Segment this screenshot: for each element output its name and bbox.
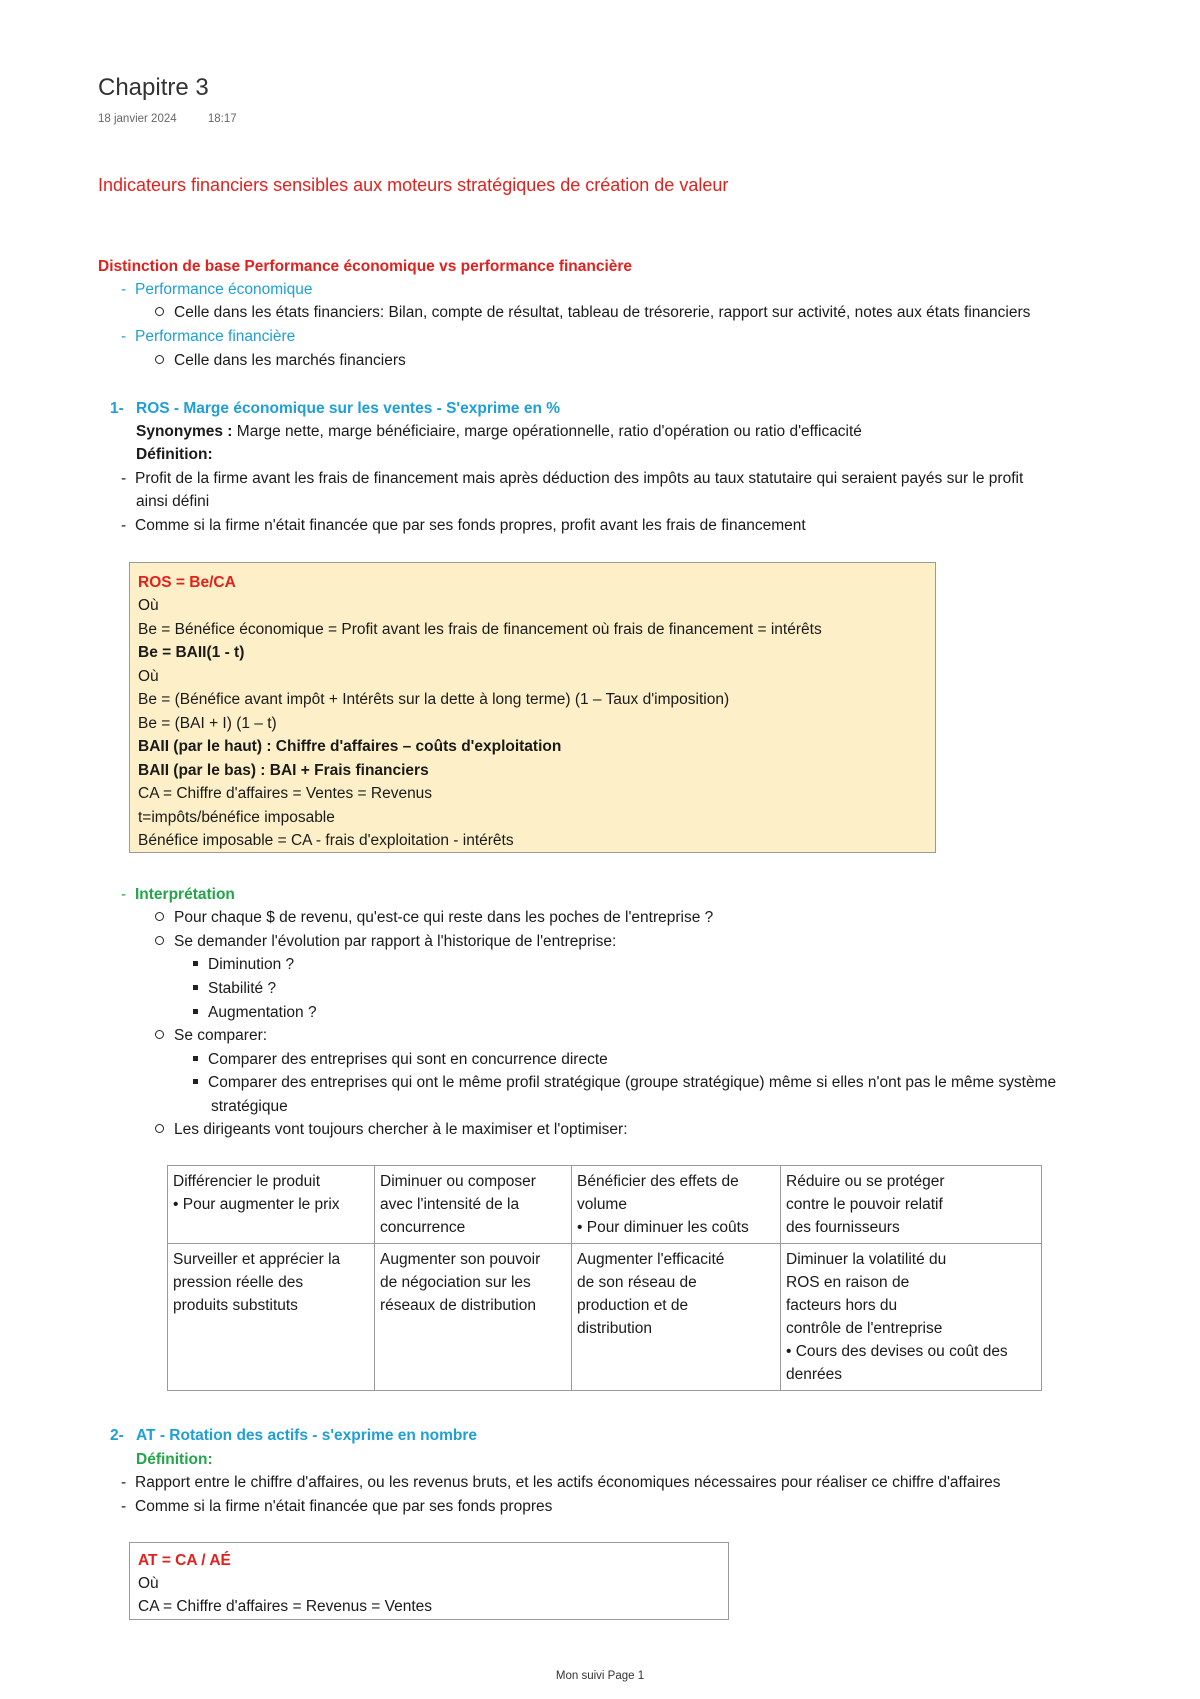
at-def2: Comme si la firme n'était financée que par ses fonds propres xyxy=(135,1498,553,1515)
interp-i2a: Diminution ? xyxy=(208,956,295,973)
ros-def1b: ainsi défini xyxy=(136,493,210,510)
list-item xyxy=(193,977,276,1000)
dash-bullet: - xyxy=(121,886,127,903)
formula-line: Be = Bénéfice économique = Profit avant les frais de financement où frais de financement = intérêts xyxy=(138,621,822,638)
ros-heading xyxy=(110,397,560,420)
interp-i3b2: stratégique xyxy=(211,1098,288,1115)
list-item xyxy=(155,1118,628,1141)
ros-def1a: Profit de la firme avant les frais de financement mais après déduction des impôts au taux statutaire qui seraient payés sur le profit xyxy=(135,470,1024,487)
list-item xyxy=(121,1495,552,1518)
formula-line: Où xyxy=(138,668,159,685)
table-cell xyxy=(168,1166,375,1244)
cell-text: Augmenter l'efficacité xyxy=(577,1251,725,1268)
at-def-label: Définition: xyxy=(136,1451,213,1468)
cell-text: production et de xyxy=(577,1297,689,1314)
cell-text: • Pour diminuer les coûts xyxy=(577,1219,749,1236)
cell-text: produits substituts xyxy=(173,1297,298,1314)
list-item xyxy=(155,1024,267,1047)
syn-text: Marge nette, marge bénéficiaire, marge opérationnelle, ratio d'opération ou ratio d'efficacité xyxy=(232,423,862,440)
list-item xyxy=(121,325,295,348)
dash-bullet: - xyxy=(121,1498,127,1515)
circle-bullet-icon xyxy=(155,355,164,364)
list-item xyxy=(193,1071,1056,1094)
ros-number: 1- xyxy=(110,400,124,417)
table-cell xyxy=(781,1166,1042,1244)
page-meta xyxy=(98,113,265,125)
interp-i4: Les dirigeants vont toujours chercher à le maximiser et l'optimiser: xyxy=(174,1121,628,1138)
cell-text: de son réseau de xyxy=(577,1274,697,1291)
cell-text: avec l'intensité de la xyxy=(380,1196,520,1213)
list-item xyxy=(193,953,294,976)
table-row xyxy=(168,1244,1042,1391)
cell-text: Différencier le produit xyxy=(173,1173,321,1190)
list-item xyxy=(155,301,1030,324)
ros-def-label: Définition: xyxy=(136,446,213,463)
cell-text: Réduire ou se protéger xyxy=(786,1173,945,1190)
table-cell xyxy=(168,1244,375,1391)
square-bullet-icon xyxy=(193,1079,198,1084)
syn-label: Synonymes : xyxy=(136,423,233,440)
at-heading xyxy=(110,1424,477,1447)
ros-def2: Comme si la firme n'était financée que par ses fonds propres, profit avant les frais de financement xyxy=(135,517,806,534)
cell-text: facteurs hors du xyxy=(786,1297,898,1314)
fin-label: Performance financière xyxy=(135,328,296,345)
ros-formula-box xyxy=(129,562,936,853)
cell-text: Augmenter son pouvoir xyxy=(380,1251,541,1268)
square-bullet-icon xyxy=(193,1056,198,1061)
page-footer: Mon suivi Page 1 xyxy=(555,1670,645,1682)
circle-bullet-icon xyxy=(155,912,164,921)
cell-text: • Pour augmenter le prix xyxy=(173,1196,340,1213)
formula-line: Où xyxy=(138,597,159,614)
table-cell xyxy=(375,1244,572,1391)
eco-desc: Celle dans les états financiers: Bilan, compte de résultat, tableau de trésorerie, rapport sur activité, notes aux états financiers xyxy=(174,304,1031,321)
cell-text: Surveiller et apprécier la xyxy=(173,1251,341,1268)
cell-text: volume xyxy=(577,1196,627,1213)
list-item xyxy=(121,467,1023,490)
interp-i3a: Comparer des entreprises qui sont en concurrence directe xyxy=(208,1051,608,1068)
cell-text: ROS en raison de xyxy=(786,1274,910,1291)
formula-line: Be = BAII(1 - t) xyxy=(138,644,245,661)
cell-text: Diminuer ou composer xyxy=(380,1173,536,1190)
circle-bullet-icon xyxy=(155,936,164,945)
cell-text: • Cours des devises ou coût des xyxy=(786,1343,1008,1360)
cell-text: distribution xyxy=(577,1320,652,1337)
list-item xyxy=(155,349,406,372)
list-item xyxy=(121,883,235,906)
cell-text: concurrence xyxy=(380,1219,466,1236)
list-item xyxy=(155,930,616,953)
at-title: AT - Rotation des actifs - s'exprime en nombre xyxy=(136,1427,478,1444)
formula-line: Be = (BAI + I) (1 – t) xyxy=(138,715,277,732)
formula-line: AT = CA / AÉ xyxy=(138,1552,231,1569)
formula-line: CA = Chiffre d'affaires = Ventes = Revenus xyxy=(138,785,433,802)
cell-text: denrées xyxy=(786,1366,843,1383)
ros-title: ROS - Marge économique sur les ventes - S'exprime en % xyxy=(136,400,561,417)
list-item xyxy=(155,906,713,929)
circle-bullet-icon xyxy=(155,1030,164,1039)
eco-label: Performance économique xyxy=(135,281,313,298)
formula-line: BAII (par le bas) : BAI + Frais financiers xyxy=(138,762,429,779)
table-cell xyxy=(375,1166,572,1244)
cell-text: contre le pouvoir relatif xyxy=(786,1196,943,1213)
section-base-title: Distinction de base Performance économique vs performance financière xyxy=(98,258,633,275)
dash-bullet: - xyxy=(121,517,127,534)
table-row xyxy=(168,1166,1042,1244)
formula-line: t=impôts/bénéfice imposable xyxy=(138,809,335,826)
table-cell xyxy=(781,1244,1042,1391)
ros-synonyms xyxy=(136,420,862,443)
interp-i2c: Augmentation ? xyxy=(208,1004,317,1021)
cell-text: Diminuer la volatilité du xyxy=(786,1251,947,1268)
dash-bullet: - xyxy=(121,328,127,345)
main-heading: Indicateurs financiers sensibles aux moteurs stratégiques de création de valeur xyxy=(98,175,729,195)
square-bullet-icon xyxy=(193,985,198,990)
cell-text: Bénéficier des effets de xyxy=(577,1173,739,1190)
interp-label: Interprétation xyxy=(135,886,235,903)
interp-i2b: Stabilité ? xyxy=(208,980,277,997)
cell-text: contrôle de l'entreprise xyxy=(786,1320,943,1337)
circle-bullet-icon xyxy=(155,1124,164,1133)
cell-text: des fournisseurs xyxy=(786,1219,900,1236)
at-formula-box xyxy=(129,1542,729,1620)
at-def1: Rapport entre le chiffre d'affaires, ou les revenus bruts, et les actifs économiques nécessaires pour réaliser ce chiffre d'affaires xyxy=(135,1474,1001,1491)
fin-desc: Celle dans les marchés financiers xyxy=(174,352,406,369)
dash-bullet: - xyxy=(121,281,127,298)
list-item xyxy=(193,1001,317,1024)
dash-bullet: - xyxy=(121,1474,127,1491)
square-bullet-icon xyxy=(193,1009,198,1014)
formula-line: CA = Chiffre d'affaires = Revenus = Ventes xyxy=(138,1598,433,1615)
strategy-table xyxy=(167,1165,1042,1391)
cell-text: de négociation sur les xyxy=(380,1274,531,1291)
at-number: 2- xyxy=(110,1427,124,1444)
list-item xyxy=(193,1048,608,1071)
page-title: Chapitre 3 xyxy=(98,74,209,101)
list-item xyxy=(121,278,313,301)
formula-line: Be = (Bénéfice avant impôt + Intérêts sur la dette à long terme) (1 – Taux d'imposition) xyxy=(138,691,730,708)
interp-i3b1: Comparer des entreprises qui ont le même profil stratégique (groupe stratégique) même si elles n'ont pas le même système xyxy=(208,1074,1057,1091)
table-cell xyxy=(572,1244,781,1391)
formula-line: Où xyxy=(138,1575,159,1592)
page-date: 18 janvier 2024 xyxy=(98,113,177,125)
circle-bullet-icon xyxy=(155,307,164,316)
table-cell xyxy=(572,1166,781,1244)
square-bullet-icon xyxy=(193,961,198,966)
interp-i3: Se comparer: xyxy=(174,1027,268,1044)
formula-line: ROS = Be/CA xyxy=(138,574,236,591)
formula-line: BAII (par le haut) : Chiffre d'affaires – coûts d'exploitation xyxy=(138,738,562,755)
cell-text: réseaux de distribution xyxy=(380,1297,536,1314)
dash-bullet: - xyxy=(121,470,127,487)
list-item xyxy=(121,514,806,537)
cell-text: pression réelle des xyxy=(173,1274,304,1291)
interp-i1: Pour chaque $ de revenu, qu'est-ce qui reste dans les poches de l'entreprise ? xyxy=(174,909,714,926)
page-time: 18:17 xyxy=(207,113,237,125)
interp-i2: Se demander l'évolution par rapport à l'historique de l'entreprise: xyxy=(174,933,617,950)
formula-line: Bénéfice imposable = CA - frais d'exploitation - intérêts xyxy=(138,832,514,849)
list-item xyxy=(121,1471,1000,1494)
